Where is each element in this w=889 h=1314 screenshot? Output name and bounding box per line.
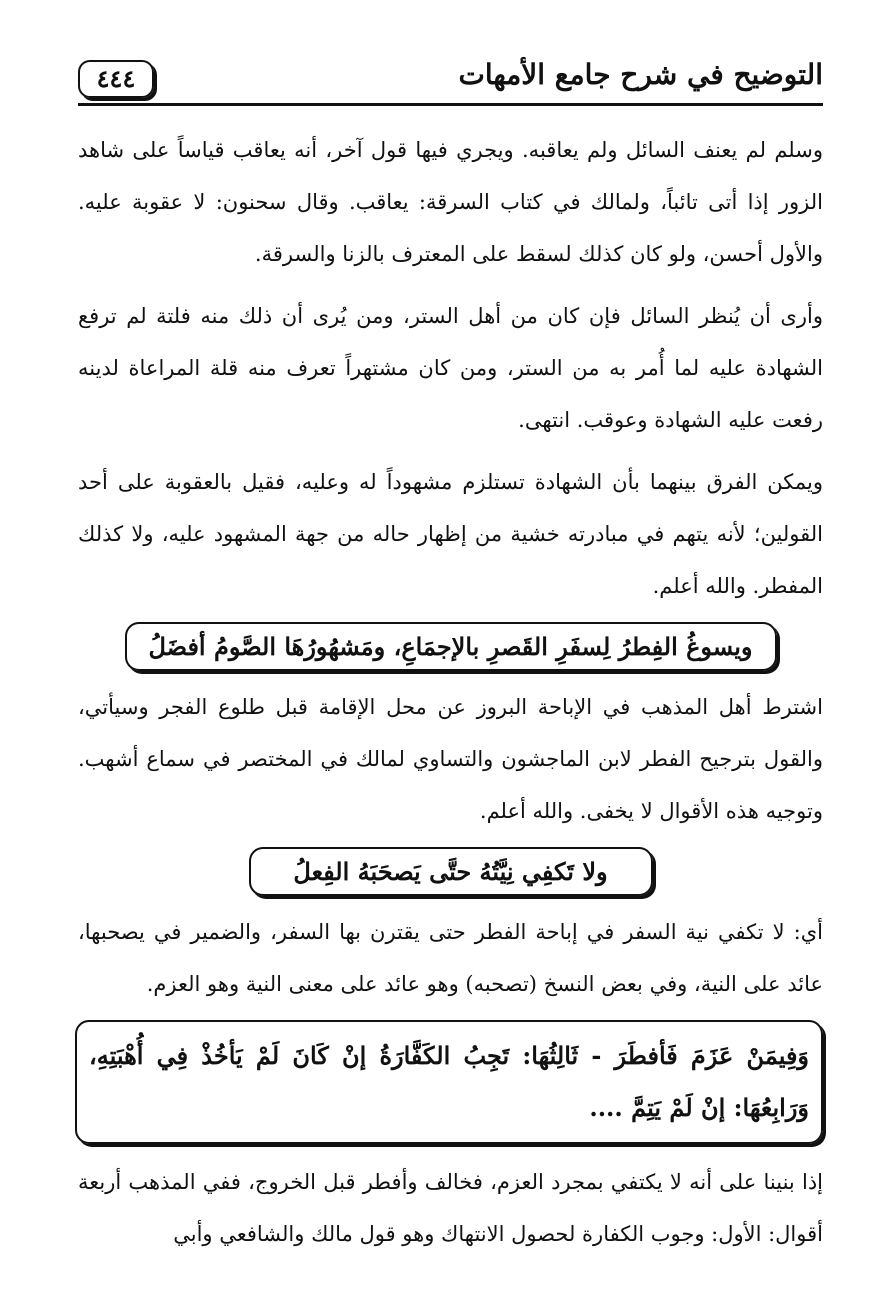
paragraph-6: إذا بنينا على أنه لا يكتفي بمجرد العزم، فخالف وأفطر قبل الخروج، ففي المذهب أربعة أقوال: الأول: وجوب الكفارة لحصول الانتهاك وهو قول مالك والشافعي وأبي <box>78 1170 824 1246</box>
page-number-badge: ٤٤٤ <box>78 60 154 98</box>
paragraph-5: أي: لا تكفي نية السفر في إباحة الفطر حتى يقترن بها السفر، والضمير في يصحبها، عائد على النية، وفي بعض النسخ (تصحبه) وهو عائد على معنى النية وهو العزم. <box>78 920 823 996</box>
matn-box-2: ولا تَكفِي نِيَّتُهُ حتَّى يَصحَبَهُ الفِعلُ <box>249 847 653 896</box>
paragraph-2: وأرى أن يُنظر السائل فإن كان من أهل الستر، ومن يُرى أن ذلك منه فلتة لم ترفع الشهادة عليه لما أُمر به من الستر، ومن كان مشتهراً تعرف منه قلة المراعاة لدينه رفعت عليه الشهادة وعوقب. انتهى. <box>78 304 824 432</box>
paragraph-1: وسلم لم يعنف السائل ولم يعاقبه. ويجري فيها قول آخر، أنه يعاقب قياساً على شاهد الزور إذا أتى تائباً، ولمالك في كتاب السرقة: يعاقب. وقال سحنون: لا عقوبة عليه. والأول أحسن، ولو كان كذلك لسقط على المعترف بالزنا والسرقة. <box>78 138 823 266</box>
paragraph-3: ويمكن الفرق بينهما بأن الشهادة تستلزم مشهوداً له وعليه، فقيل بالعقوبة على أحد القولين؛ لأنه يتهم في مبادرته خشية من إظهار حاله من جهة المشهود عليه، ولا كذلك المفطر. والله أعلم. <box>78 470 823 598</box>
matn-box-1: ويسوغُ الفِطرُ لِسفَرِ القَصرِ بالإجمَاعِ، ومَشهُورُهَا الصَّومُ أفضَلُ <box>125 622 777 671</box>
page-header <box>78 56 823 106</box>
page-content <box>78 124 823 1270</box>
book-title: التوضيح في شرح جامع الأمهات <box>458 58 823 91</box>
matn-box-3: وَفِيمَنْ عَزَمَ فَأفطَرَ - ثَالِثُهَا: تَجِبُ الكَفَّارَةُ إنْ كَانَ لَمْ يَأخُذْ فِي أُهْبَتِهِ، وَرَابِعُهَا: إنْ لَمْ يَتِمَّ .... <box>75 1020 823 1144</box>
paragraph-4: اشترط أهل المذهب في الإباحة البروز عن محل الإقامة قبل طلوع الفجر وسيأتي، والقول بترجيح الفطر لابن الماجشون والتساوي لمالك في المختصر في سماع أشهب. وتوجيه هذه الأقوال لا يخفى. والله أعلم. <box>78 695 823 823</box>
